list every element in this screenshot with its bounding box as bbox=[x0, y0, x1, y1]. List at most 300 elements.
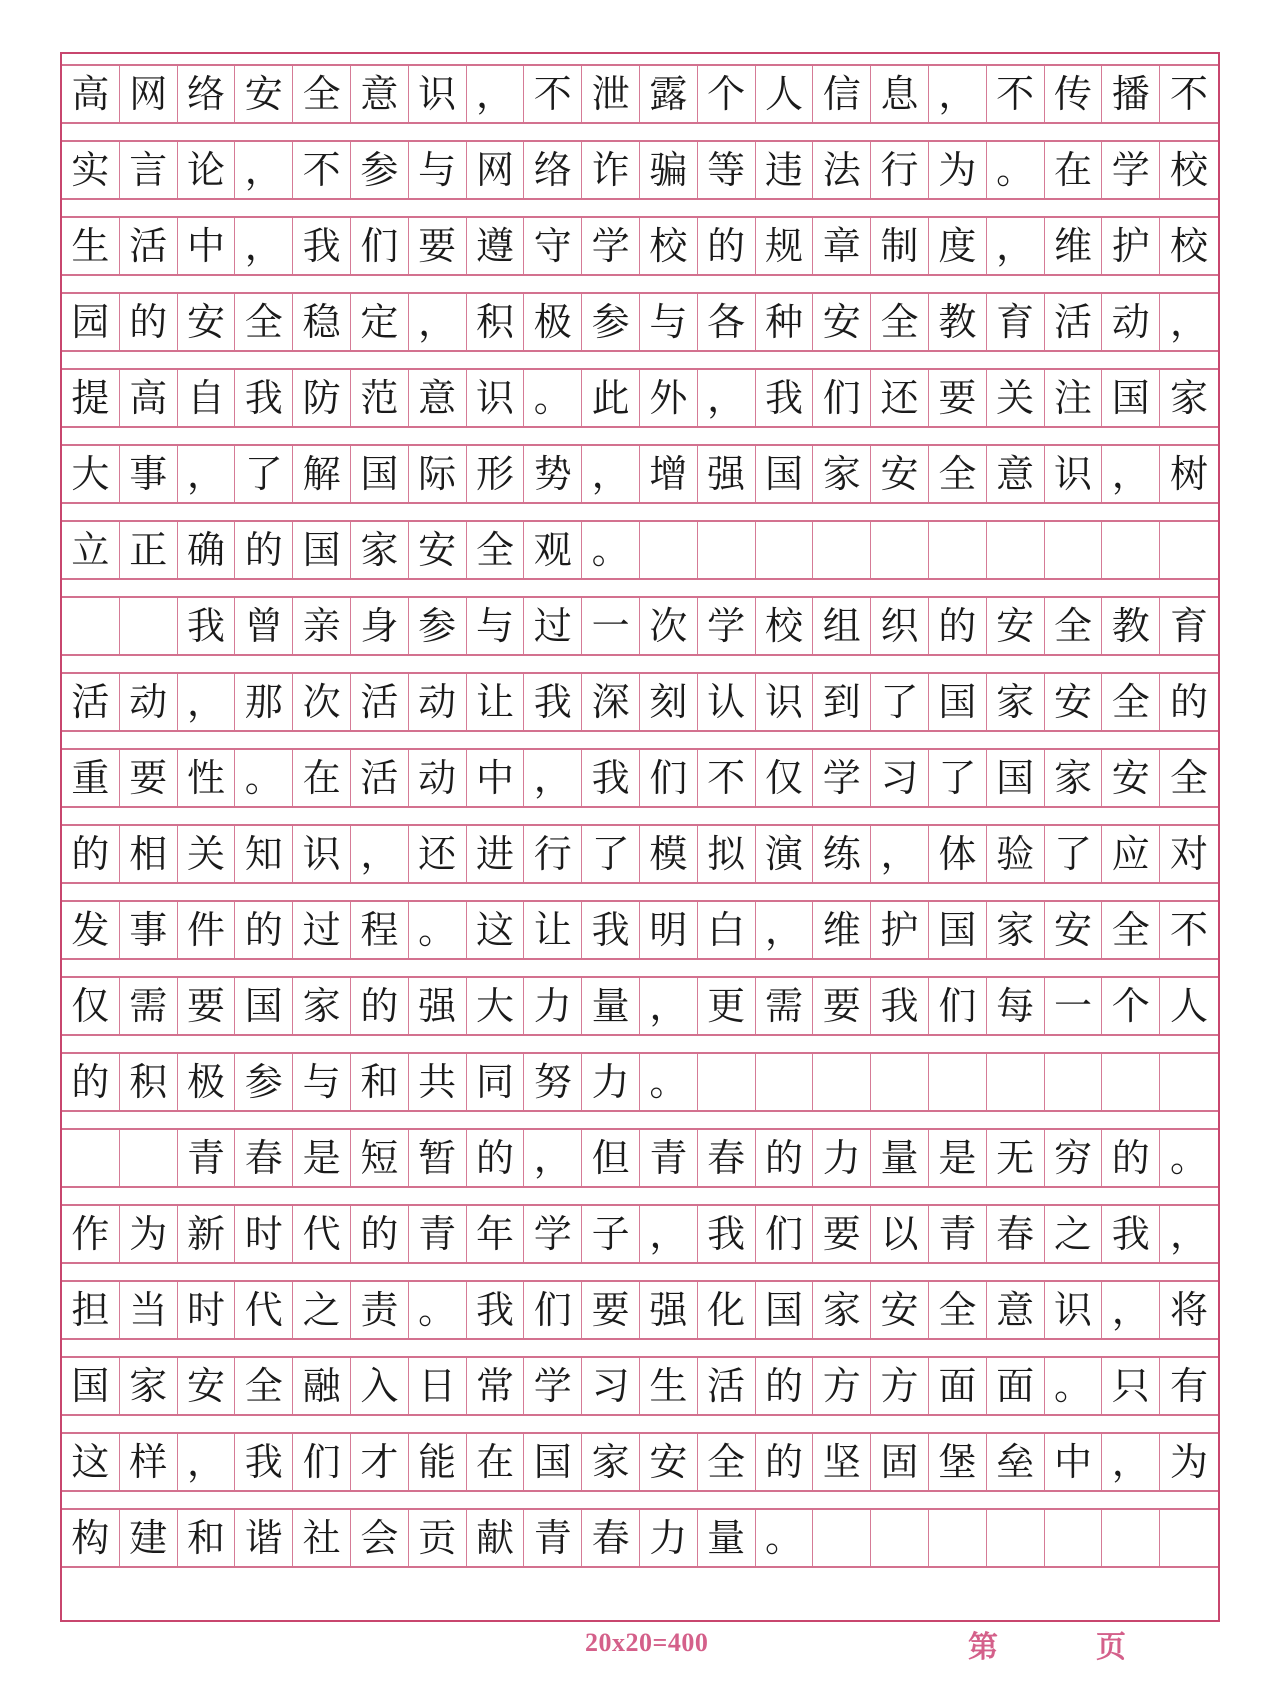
grid-cell: 参 bbox=[235, 1054, 293, 1110]
grid-cell bbox=[1045, 522, 1103, 578]
grid-cell: 亲 bbox=[293, 598, 351, 654]
grid-cell: 国 bbox=[351, 446, 409, 502]
grid-row bbox=[62, 444, 1218, 504]
grid-cell: ， bbox=[640, 978, 698, 1034]
grid-cell: 只 bbox=[1102, 1358, 1160, 1414]
grid-cell: 青 bbox=[524, 1510, 582, 1566]
grid-cell: ， bbox=[524, 750, 582, 806]
grid-cell: 之 bbox=[1045, 1206, 1103, 1262]
grid-cell: 堡 bbox=[929, 1434, 987, 1490]
grid-cell: 安 bbox=[640, 1434, 698, 1490]
grid-cell bbox=[756, 1054, 814, 1110]
grid-cell: ， bbox=[178, 1434, 236, 1490]
grid-cell: 。 bbox=[409, 1282, 467, 1338]
grid-cell: 国 bbox=[524, 1434, 582, 1490]
grid-cell: 这 bbox=[467, 902, 525, 958]
grid-cell: 家 bbox=[293, 978, 351, 1034]
grid-cell bbox=[62, 598, 120, 654]
grid-cell: 诈 bbox=[582, 142, 640, 198]
grid-cell: 和 bbox=[178, 1510, 236, 1566]
manuscript-grid-paper bbox=[60, 52, 1220, 1622]
grid-cell: 面 bbox=[987, 1358, 1045, 1414]
grid-cell: 是 bbox=[929, 1130, 987, 1186]
grid-cell: 在 bbox=[293, 750, 351, 806]
grid-cell: 我 bbox=[235, 1434, 293, 1490]
grid-cell: 力 bbox=[582, 1054, 640, 1110]
grid-cell: 固 bbox=[871, 1434, 929, 1490]
grid-cell: 形 bbox=[467, 446, 525, 502]
grid-cell: 。 bbox=[756, 1510, 814, 1566]
grid-cell: 春 bbox=[235, 1130, 293, 1186]
grid-cell: 时 bbox=[235, 1206, 293, 1262]
grid-cell: 我 bbox=[1102, 1206, 1160, 1262]
grid-cell: 了 bbox=[871, 674, 929, 730]
grid-row bbox=[62, 292, 1218, 352]
grid-cell: 校 bbox=[1170, 224, 1209, 268]
grid-cell: 为 bbox=[1170, 1440, 1209, 1484]
grid-cell: 家 bbox=[1045, 750, 1103, 806]
grid-cell: 的 bbox=[929, 598, 987, 654]
grid-cell: 之 bbox=[293, 1282, 351, 1338]
grid-cell: 让 bbox=[524, 902, 582, 958]
grid-cell: 防 bbox=[293, 370, 351, 426]
grid-cell: 我 bbox=[871, 978, 929, 1034]
grid-cell: 习 bbox=[582, 1358, 640, 1414]
grid-cell: 要 bbox=[582, 1282, 640, 1338]
grid-cell: 的 bbox=[756, 1358, 814, 1414]
grid-cell: 个 bbox=[1102, 978, 1160, 1034]
grid-cell: 维 bbox=[1045, 218, 1103, 274]
grid-cell: 参 bbox=[351, 142, 409, 198]
grid-cell: 家 bbox=[987, 902, 1045, 958]
grid-cell: 白 bbox=[698, 902, 756, 958]
grid-cell bbox=[1102, 1510, 1160, 1566]
grid-cell: 力 bbox=[640, 1510, 698, 1566]
grid-cell: 了 bbox=[582, 826, 640, 882]
grid-cell: 还 bbox=[409, 826, 467, 882]
grid-cell: 们 bbox=[293, 1434, 351, 1490]
grid-cell: 全 bbox=[235, 1358, 293, 1414]
grid-cell: 生 bbox=[62, 218, 120, 274]
grid-cell: 们 bbox=[524, 1282, 582, 1338]
grid-row bbox=[62, 672, 1218, 732]
grid-cell: 常 bbox=[467, 1358, 525, 1414]
grid-cell: 责 bbox=[351, 1282, 409, 1338]
grid-cell: 知 bbox=[235, 826, 293, 882]
grid-cell: 有 bbox=[1170, 1364, 1209, 1408]
grid-cell: 网 bbox=[120, 66, 178, 122]
grid-cell: 校 bbox=[756, 598, 814, 654]
grid-cell: 意 bbox=[351, 66, 409, 122]
grid-cell: 样 bbox=[120, 1434, 178, 1490]
grid-cell: 等 bbox=[698, 142, 756, 198]
grid-cell: 拟 bbox=[698, 826, 756, 882]
grid-cell: 参 bbox=[409, 598, 467, 654]
grid-cell: 。 bbox=[409, 902, 467, 958]
grid-cell: 人 bbox=[1170, 984, 1209, 1028]
grid-cell: 才 bbox=[351, 1434, 409, 1490]
grid-cell: 各 bbox=[698, 294, 756, 350]
grid-cell: 子 bbox=[582, 1206, 640, 1262]
grid-cell: 当 bbox=[120, 1282, 178, 1338]
grid-cell: 献 bbox=[467, 1510, 525, 1566]
grid-cell: 的 bbox=[351, 1206, 409, 1262]
grid-cell: 言 bbox=[120, 142, 178, 198]
grid-cell: 贡 bbox=[409, 1510, 467, 1566]
grid-cell bbox=[1045, 1510, 1103, 1566]
grid-cell: 我 bbox=[698, 1206, 756, 1262]
grid-cell bbox=[987, 1054, 1045, 1110]
grid-cell: 正 bbox=[120, 522, 178, 578]
grid-row bbox=[62, 824, 1218, 884]
grid-cell: 我 bbox=[582, 902, 640, 958]
grid-cell: 园 bbox=[62, 294, 120, 350]
grid-cell: 们 bbox=[351, 218, 409, 274]
grid-cell: 短 bbox=[351, 1130, 409, 1186]
grid-cell: 事 bbox=[120, 902, 178, 958]
grid-cell: 演 bbox=[756, 826, 814, 882]
grid-cell: 国 bbox=[62, 1358, 120, 1414]
grid-cell: 。 bbox=[524, 370, 582, 426]
grid-cell: ， bbox=[351, 826, 409, 882]
grid-cell: 代 bbox=[293, 1206, 351, 1262]
grid-cell: 社 bbox=[293, 1510, 351, 1566]
grid-cell: ， bbox=[582, 446, 640, 502]
grid-cell: ， bbox=[178, 674, 236, 730]
grid-row bbox=[62, 1128, 1218, 1188]
grid-cell: 守 bbox=[524, 218, 582, 274]
grid-cell: 行 bbox=[871, 142, 929, 198]
grid-cell: 事 bbox=[120, 446, 178, 502]
grid-cell: 大 bbox=[467, 978, 525, 1034]
grid-cell bbox=[929, 1054, 987, 1110]
grid-cell: 全 bbox=[698, 1434, 756, 1490]
grid-cell: 学 bbox=[582, 218, 640, 274]
grid-cell: 全 bbox=[293, 66, 351, 122]
grid-cell: 件 bbox=[178, 902, 236, 958]
grid-cell: 意 bbox=[409, 370, 467, 426]
grid-cell: 了 bbox=[1045, 826, 1103, 882]
grid-cell: 度 bbox=[929, 218, 987, 274]
grid-cell: 意 bbox=[987, 446, 1045, 502]
grid-count-label: 20x20=400 bbox=[585, 1628, 709, 1657]
grid-cell: 强 bbox=[409, 978, 467, 1034]
page-label-di: 第 bbox=[968, 1630, 998, 1665]
grid-cell: 安 bbox=[178, 1358, 236, 1414]
grid-cell: 全 bbox=[1102, 902, 1160, 958]
grid-cell: 相 bbox=[120, 826, 178, 882]
grid-cell: 国 bbox=[756, 446, 814, 502]
grid-cell: 活 bbox=[351, 750, 409, 806]
grid-cell: 让 bbox=[467, 674, 525, 730]
grid-cell: 论 bbox=[178, 142, 236, 198]
grid-cell: 的 bbox=[467, 1130, 525, 1186]
grid-cell bbox=[929, 522, 987, 578]
grid-cell: 我 bbox=[293, 218, 351, 274]
grid-cell bbox=[1102, 1054, 1160, 1110]
grid-row bbox=[62, 1204, 1218, 1264]
grid-cell: ， bbox=[235, 142, 293, 198]
grid-cell: 和 bbox=[351, 1054, 409, 1110]
grid-cell: 学 bbox=[813, 750, 871, 806]
grid-cell: 不 bbox=[1170, 908, 1209, 952]
grid-cell: 要 bbox=[409, 218, 467, 274]
grid-cell: 穷 bbox=[1045, 1130, 1103, 1186]
grid-cell: ， bbox=[929, 66, 987, 122]
grid-cell: 担 bbox=[62, 1282, 120, 1338]
grid-cell: 们 bbox=[813, 370, 871, 426]
grid-cell: 际 bbox=[409, 446, 467, 502]
grid-cell: 青 bbox=[640, 1130, 698, 1186]
grid-cell bbox=[62, 1130, 120, 1186]
grid-cell: 。 bbox=[1170, 1136, 1209, 1180]
grid-cell: 春 bbox=[582, 1510, 640, 1566]
grid-cell: 势 bbox=[524, 446, 582, 502]
grid-cell: 垒 bbox=[987, 1434, 1045, 1490]
grid-cell: 注 bbox=[1045, 370, 1103, 426]
grid-cell: 。 bbox=[1045, 1358, 1103, 1414]
grid-cell: 的 bbox=[756, 1130, 814, 1186]
grid-cell: 次 bbox=[293, 674, 351, 730]
grid-cell: 组 bbox=[813, 598, 871, 654]
grid-cell: 建 bbox=[120, 1510, 178, 1566]
grid-cell: 国 bbox=[293, 522, 351, 578]
grid-cell: 我 bbox=[178, 598, 236, 654]
grid-cell: 一 bbox=[1045, 978, 1103, 1034]
grid-cell: 应 bbox=[1102, 826, 1160, 882]
grid-cell: 国 bbox=[1102, 370, 1160, 426]
grid-cell: 春 bbox=[987, 1206, 1045, 1262]
grid-cell: 育 bbox=[987, 294, 1045, 350]
grid-cell: 不 bbox=[698, 750, 756, 806]
grid-cell: ， bbox=[467, 66, 525, 122]
grid-cell: 了 bbox=[929, 750, 987, 806]
grid-cell: 重 bbox=[62, 750, 120, 806]
page-label-ye: 页 bbox=[1096, 1630, 1126, 1665]
grid-cell: 。 bbox=[582, 522, 640, 578]
grid-cell: 参 bbox=[582, 294, 640, 350]
grid-cell: 人 bbox=[756, 66, 814, 122]
grid-cell: 织 bbox=[871, 598, 929, 654]
grid-cell: ， bbox=[698, 370, 756, 426]
grid-cell: 家 bbox=[1170, 376, 1209, 420]
grid-cell: 大 bbox=[62, 446, 120, 502]
grid-cell: 育 bbox=[1170, 604, 1209, 648]
grid-cell: ， bbox=[1102, 1282, 1160, 1338]
grid-cell: 在 bbox=[1045, 142, 1103, 198]
grid-cell: 传 bbox=[1045, 66, 1103, 122]
grid-row bbox=[62, 1508, 1218, 1568]
grid-cell: 们 bbox=[640, 750, 698, 806]
grid-cell: 模 bbox=[640, 826, 698, 882]
grid-cell: 高 bbox=[62, 66, 120, 122]
grid-cell: 与 bbox=[640, 294, 698, 350]
grid-cell: 规 bbox=[756, 218, 814, 274]
grid-cell: 学 bbox=[1102, 142, 1160, 198]
grid-cell: 年 bbox=[467, 1206, 525, 1262]
grid-cell: 方 bbox=[871, 1358, 929, 1414]
grid-cell: 作 bbox=[62, 1206, 120, 1262]
grid-cell: 需 bbox=[756, 978, 814, 1034]
grid-cell: 安 bbox=[178, 294, 236, 350]
grid-cell: 稳 bbox=[293, 294, 351, 350]
grid-cell: 程 bbox=[351, 902, 409, 958]
grid-cell: 教 bbox=[929, 294, 987, 350]
grid-cell: 播 bbox=[1102, 66, 1160, 122]
grid-cell: 积 bbox=[467, 294, 525, 350]
grid-cell: ， bbox=[756, 902, 814, 958]
grid-cell: 更 bbox=[698, 978, 756, 1034]
grid-cell: 安 bbox=[813, 294, 871, 350]
grid-cell: 性 bbox=[178, 750, 236, 806]
grid-cell: 关 bbox=[178, 826, 236, 882]
grid-cell bbox=[1160, 1510, 1218, 1566]
grid-cell: 每 bbox=[987, 978, 1045, 1034]
grid-cell: 练 bbox=[813, 826, 871, 882]
grid-cell: 个 bbox=[698, 66, 756, 122]
grid-cell: 需 bbox=[120, 978, 178, 1034]
grid-cell: 安 bbox=[871, 446, 929, 502]
grid-cell: 国 bbox=[235, 978, 293, 1034]
grid-cell: 我 bbox=[756, 370, 814, 426]
grid-cell: 代 bbox=[235, 1282, 293, 1338]
grid-cell: ， bbox=[640, 1206, 698, 1262]
grid-cell bbox=[698, 1054, 756, 1110]
grid-cell: 与 bbox=[467, 598, 525, 654]
grid-cell: 会 bbox=[351, 1510, 409, 1566]
grid-cell: 识 bbox=[293, 826, 351, 882]
grid-cell: 违 bbox=[756, 142, 814, 198]
grid-cell: 量 bbox=[871, 1130, 929, 1186]
grid-cell bbox=[871, 1510, 929, 1566]
grid-cell: 要 bbox=[813, 978, 871, 1034]
grid-cell: 动 bbox=[409, 750, 467, 806]
grid-cell: 安 bbox=[1045, 674, 1103, 730]
grid-cell: 的 bbox=[1170, 680, 1209, 724]
grid-cell: 校 bbox=[1170, 148, 1209, 192]
grid-cell: 方 bbox=[813, 1358, 871, 1414]
grid-cell: 过 bbox=[293, 902, 351, 958]
grid-cell: 实 bbox=[62, 142, 120, 198]
grid-cell: 教 bbox=[1102, 598, 1160, 654]
grid-cell: 能 bbox=[409, 1434, 467, 1490]
grid-cell: ， bbox=[524, 1130, 582, 1186]
grid-cell: 安 bbox=[235, 66, 293, 122]
grid-cell: 解 bbox=[293, 446, 351, 502]
grid-cell bbox=[120, 1130, 178, 1186]
grid-cell bbox=[1045, 1054, 1103, 1110]
grid-cell: ， bbox=[1102, 446, 1160, 502]
grid-cell: 一 bbox=[582, 598, 640, 654]
grid-cell: 全 bbox=[929, 1282, 987, 1338]
grid-cell: ， bbox=[871, 826, 929, 882]
grid-cell: 观 bbox=[524, 522, 582, 578]
grid-cell: 外 bbox=[640, 370, 698, 426]
grid-cell: 学 bbox=[524, 1358, 582, 1414]
grid-cell: 安 bbox=[409, 522, 467, 578]
grid-cell: ， bbox=[1170, 1212, 1209, 1256]
grid-cell: 网 bbox=[467, 142, 525, 198]
grid-cell: 国 bbox=[929, 902, 987, 958]
grid-cell: 极 bbox=[524, 294, 582, 350]
grid-cell: 全 bbox=[929, 446, 987, 502]
grid-cell: 们 bbox=[929, 978, 987, 1034]
grid-cell: 国 bbox=[929, 674, 987, 730]
grid-cell bbox=[756, 522, 814, 578]
grid-cell: 要 bbox=[929, 370, 987, 426]
grid-cell: ， bbox=[178, 446, 236, 502]
grid-cell: 全 bbox=[1102, 674, 1160, 730]
grid-row bbox=[62, 1052, 1218, 1112]
grid-cell: 不 bbox=[987, 66, 1045, 122]
grid-cell: 学 bbox=[524, 1206, 582, 1262]
grid-cell: 护 bbox=[1102, 218, 1160, 274]
grid-cell: 校 bbox=[640, 218, 698, 274]
grid-cell: 关 bbox=[987, 370, 1045, 426]
grid-cell: 不 bbox=[524, 66, 582, 122]
grid-cell: 的 bbox=[756, 1434, 814, 1490]
grid-cell: 力 bbox=[524, 978, 582, 1034]
grid-cell: 中 bbox=[1045, 1434, 1103, 1490]
grid-cell: 验 bbox=[987, 826, 1045, 882]
grid-cell bbox=[813, 1510, 871, 1566]
grid-cell bbox=[1160, 1054, 1218, 1110]
grid-cell: 将 bbox=[1170, 1288, 1209, 1332]
grid-cell: 发 bbox=[62, 902, 120, 958]
grid-cell: 范 bbox=[351, 370, 409, 426]
grid-row bbox=[62, 368, 1218, 428]
grid-cell: 信 bbox=[813, 66, 871, 122]
grid-cell: 的 bbox=[62, 1054, 120, 1110]
grid-cell: 我 bbox=[524, 674, 582, 730]
grid-cell bbox=[120, 598, 178, 654]
grid-cell: 学 bbox=[698, 598, 756, 654]
grid-cell: ， bbox=[235, 218, 293, 274]
grid-cell: ， bbox=[1102, 1434, 1160, 1490]
grid-cell: 家 bbox=[813, 1282, 871, 1338]
grid-cell: 家 bbox=[351, 522, 409, 578]
grid-cell: 我 bbox=[235, 370, 293, 426]
grid-cell: 增 bbox=[640, 446, 698, 502]
grid-cell: 为 bbox=[929, 142, 987, 198]
grid-cell: 不 bbox=[293, 142, 351, 198]
grid-cell: 无 bbox=[987, 1130, 1045, 1186]
grid-cell: 识 bbox=[467, 370, 525, 426]
grid-cell: 国 bbox=[756, 1282, 814, 1338]
grid-cell: 在 bbox=[467, 1434, 525, 1490]
grid-cell: 与 bbox=[293, 1054, 351, 1110]
grid-cell: 活 bbox=[351, 674, 409, 730]
grid-cell: 定 bbox=[351, 294, 409, 350]
grid-cell: 安 bbox=[1045, 902, 1103, 958]
grid-cell: 那 bbox=[235, 674, 293, 730]
grid-row bbox=[62, 1432, 1218, 1492]
grid-cell: 次 bbox=[640, 598, 698, 654]
grid-cell: 积 bbox=[120, 1054, 178, 1110]
grid-cell: 识 bbox=[1045, 446, 1103, 502]
grid-cell: 坚 bbox=[813, 1434, 871, 1490]
grid-cell: 是 bbox=[293, 1130, 351, 1186]
grid-cell: 全 bbox=[1045, 598, 1103, 654]
grid-cell: 中 bbox=[467, 750, 525, 806]
grid-cell: 力 bbox=[813, 1130, 871, 1186]
grid-cell: 络 bbox=[524, 142, 582, 198]
grid-cell: 安 bbox=[1102, 750, 1160, 806]
grid-cell: 树 bbox=[1170, 452, 1209, 496]
grid-cell: 中 bbox=[178, 218, 236, 274]
grid-cell: 同 bbox=[467, 1054, 525, 1110]
grid-cell: 深 bbox=[582, 674, 640, 730]
